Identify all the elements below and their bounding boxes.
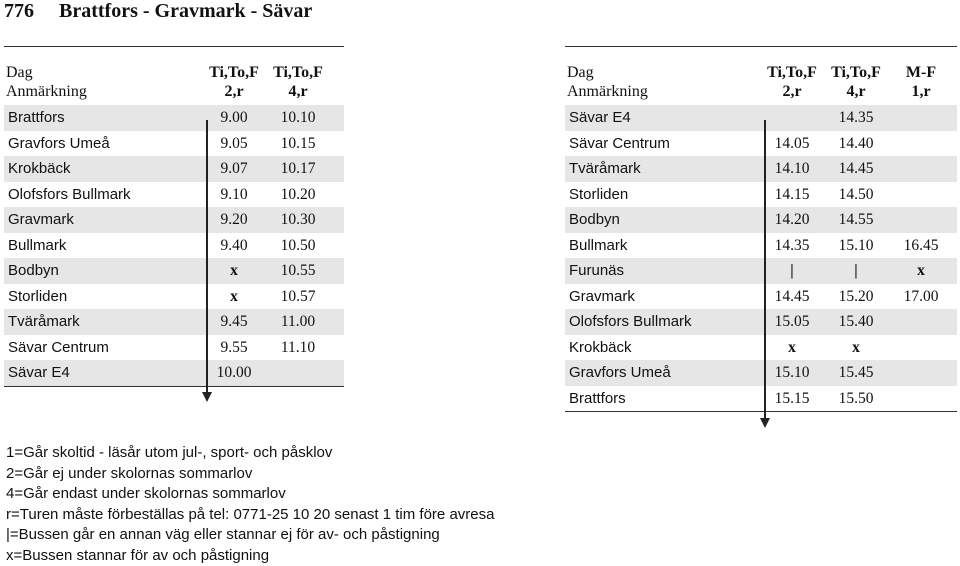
timetable-row <box>565 182 957 208</box>
timetable-row <box>565 335 957 361</box>
timetable-row <box>4 131 344 157</box>
note-label: Anmärkning <box>567 83 648 100</box>
departure-time: 14.15 <box>774 185 810 203</box>
timetable-rows <box>4 105 344 386</box>
timetable-row <box>565 284 957 310</box>
timetable-row <box>565 105 957 131</box>
day-label: Dag <box>6 64 33 81</box>
timetable-row <box>565 156 957 182</box>
timetable-row <box>4 233 344 259</box>
departure-time: 15.10 <box>774 364 810 381</box>
stop-name: Furunäs <box>569 262 625 279</box>
legend-notes <box>6 443 494 566</box>
timetable-row <box>4 360 344 386</box>
departure-time: 9.40 <box>220 236 248 254</box>
departure-time: 16.45 <box>903 236 939 254</box>
departure-time: 14.45 <box>774 287 810 305</box>
departure-time: 15.40 <box>838 313 874 330</box>
departure-time: x <box>230 262 238 279</box>
stop-name: Bodbyn <box>8 262 59 279</box>
legend-note: r=Turen måste förbeställas på tel: 0771-25 10 20 senast 1 tim före avresa <box>6 505 495 523</box>
departure-time: 10.15 <box>280 134 316 152</box>
stop-name: Sävar E4 <box>569 109 631 126</box>
departure-time: 10.17 <box>280 160 316 177</box>
stop-name: Krokbäck <box>8 160 71 177</box>
departure-time: 15.50 <box>838 389 874 407</box>
stop-name: Storliden <box>8 287 68 305</box>
departure-time: 9.20 <box>220 211 248 228</box>
legend-note: 2=Går ej under skolornas sommarlov <box>6 464 253 482</box>
departure-time: 14.55 <box>838 211 874 228</box>
departure-time: 10.00 <box>216 364 252 381</box>
departure-time: 9.05 <box>220 134 248 152</box>
stop-name: Storliden <box>569 185 629 203</box>
timetable-outbound <box>4 46 344 387</box>
route-number: 776 <box>4 0 34 22</box>
departure-time: 10.10 <box>280 109 316 126</box>
divider <box>4 386 344 387</box>
departure-time: 14.50 <box>838 185 874 203</box>
departure-time: 17.00 <box>903 287 939 305</box>
timetable-rows <box>565 105 957 411</box>
timetable-row <box>565 258 957 284</box>
departure-time: 11.10 <box>280 338 316 356</box>
timetable-row <box>565 360 957 386</box>
departure-time: 14.35 <box>838 109 874 126</box>
timetable-row <box>565 131 957 157</box>
stop-name: Brattfors <box>8 109 65 126</box>
departure-time: 14.40 <box>838 134 874 152</box>
departure-time: 14.05 <box>774 134 810 152</box>
departure-time: 9.45 <box>220 313 248 330</box>
direction-arrow <box>202 392 212 402</box>
column-separator <box>206 120 208 396</box>
stop-name: Tväråmark <box>569 160 641 177</box>
day-label: Dag <box>567 64 594 81</box>
departure-time: | <box>790 262 794 279</box>
column-note: 2,r <box>224 83 244 100</box>
departure-time: 14.10 <box>774 160 810 177</box>
column-note: 2,r <box>782 83 802 100</box>
departure-time: 14.20 <box>774 211 810 228</box>
column-note: 1,r <box>911 83 931 100</box>
column-day: M-F <box>905 64 937 81</box>
timetable-row <box>4 182 344 208</box>
departure-time: 15.20 <box>838 287 874 305</box>
timetable-row <box>4 284 344 310</box>
departure-time: 10.57 <box>280 287 316 305</box>
stop-name: Tväråmark <box>8 313 80 330</box>
column-note: 4,r <box>846 83 866 100</box>
legend-note: x=Bussen stannar för av och påstigning <box>6 546 270 564</box>
stop-name: Gravmark <box>569 287 635 305</box>
column-day: Ti,To,F <box>209 64 259 81</box>
stop-name: Krokbäck <box>569 338 632 356</box>
timetable-row <box>565 207 957 233</box>
departure-time: 9.07 <box>220 160 248 177</box>
legend-note: |=Bussen går en annan väg eller stannar ej för av- och påstigning <box>6 526 440 543</box>
timetable-row <box>4 156 344 182</box>
timetable-row <box>4 207 344 233</box>
timetable-header <box>4 47 344 105</box>
departure-time: 10.20 <box>280 185 316 203</box>
stop-name: Gravmark <box>8 211 74 228</box>
column-separator <box>764 120 766 422</box>
departure-time: x <box>230 287 238 305</box>
route-name: Brattfors - Gravmark - Sävar <box>59 0 313 22</box>
timetable-row <box>565 309 957 335</box>
departure-time: 9.55 <box>220 338 248 356</box>
divider <box>565 411 957 412</box>
departure-time: 14.45 <box>838 160 874 177</box>
stop-name: Gravfors Umeå <box>8 134 110 152</box>
column-note: 4,r <box>288 83 308 100</box>
stop-name: Brattfors <box>569 389 626 407</box>
stop-name: Sävar E4 <box>8 364 70 381</box>
departure-time: 11.00 <box>280 313 316 330</box>
column-day: Ti,To,F <box>831 64 881 81</box>
stop-name: Bullmark <box>8 236 67 254</box>
route-title <box>4 0 312 24</box>
stop-name: Bodbyn <box>569 211 620 228</box>
departure-time: | <box>854 262 858 279</box>
note-label: Anmärkning <box>6 83 87 100</box>
departure-time: x <box>917 262 925 279</box>
stop-name: Bullmark <box>569 236 628 254</box>
stop-name: Sävar Centrum <box>569 134 670 152</box>
departure-time: 9.10 <box>220 185 248 203</box>
departure-time: x <box>852 338 860 356</box>
direction-arrow <box>760 418 770 428</box>
stop-name: Gravfors Umeå <box>569 364 671 381</box>
stop-name: Olofsfors Bullmark <box>569 313 692 330</box>
departure-time: 10.50 <box>280 236 316 254</box>
departure-time: 15.05 <box>774 313 810 330</box>
timetable-row <box>4 105 344 131</box>
timetable-row <box>4 309 344 335</box>
legend-note: 1=Går skoltid - läsår utom jul-, sport- och påsklov <box>6 444 333 461</box>
stop-name: Sävar Centrum <box>8 338 109 356</box>
column-day: Ti,To,F <box>767 64 817 81</box>
departure-time: 10.30 <box>280 211 316 228</box>
timetable-return <box>565 46 957 412</box>
departure-time: 15.15 <box>774 389 810 407</box>
timetable-header <box>565 47 957 105</box>
departure-time: 15.10 <box>838 236 874 254</box>
departure-time: 10.55 <box>280 262 316 279</box>
departure-time: 15.45 <box>838 364 874 381</box>
stop-name: Olofsfors Bullmark <box>8 185 131 203</box>
departure-time: 14.35 <box>774 236 810 254</box>
legend-note: 4=Går endast under skolornas sommarlov <box>6 485 286 502</box>
timetable-row <box>565 233 957 259</box>
departure-time: 9.00 <box>220 109 248 126</box>
timetable-row <box>4 335 344 361</box>
timetable-row <box>565 386 957 412</box>
column-day: Ti,To,F <box>273 64 323 81</box>
timetable-row <box>4 258 344 284</box>
departure-time: x <box>788 338 796 356</box>
